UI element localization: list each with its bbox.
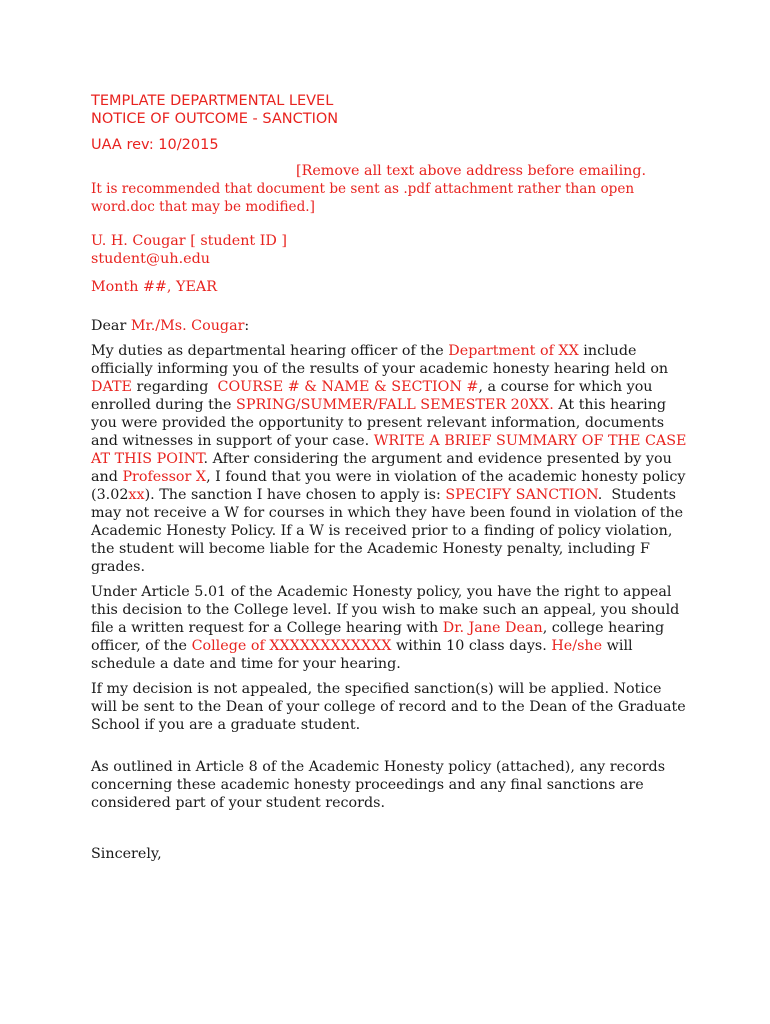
sanction-placeholder: SPECIFY SANCTION xyxy=(445,487,598,503)
text-run: ). The sanction I have chosen to apply is: xyxy=(144,487,446,503)
removal-note-line-1: [Remove all text above address before emailing. xyxy=(296,163,647,179)
text-run: . Students may not receive a W for courses in which they have been found in violation of the Academic Honesty Policy. If a W is received prior to a finding of policy violation, the student will become liable for the Academic Honesty penalty, including F grades. xyxy=(91,487,688,575)
paragraph-findings xyxy=(91,342,691,576)
removal-note xyxy=(91,162,691,216)
text-run: Under Article 5.01 of the Academic Honesty policy, you have the right to appeal this decision to the College level. If you wish to make such an appeal, you should file a written request for a College hearing with xyxy=(91,584,680,636)
paragraph-appeal xyxy=(91,583,691,673)
recipient-email: student@uh.edu xyxy=(91,251,210,267)
professor-placeholder: Professor X xyxy=(122,469,207,485)
text-run: . After considering the argument and evidence presented by you and xyxy=(91,451,672,485)
letter-page xyxy=(91,92,691,863)
pronoun-placeholder: He/she xyxy=(551,638,603,654)
course-placeholder: COURSE # & NAME & SECTION # xyxy=(217,379,479,395)
template-title-line-2: NOTICE OF OUTCOME - SANCTION xyxy=(91,111,339,127)
salutation-prefix: Dear xyxy=(91,318,131,334)
letter-date: Month ##, YEAR xyxy=(91,279,217,295)
text-run: My duties as departmental hearing officer of the xyxy=(91,343,449,359)
department-placeholder: Department of XX xyxy=(448,343,579,359)
recipient-name: U. H. Cougar [ student ID ] xyxy=(91,233,287,249)
text-run: will schedule a date and time for your hearing. xyxy=(91,638,633,672)
removal-note-line-2: It is recommended that document be sent as .pdf attachment rather than open xyxy=(91,181,635,197)
dean-placeholder: Dr. Jane Dean xyxy=(442,620,543,636)
salutation-name: Mr./Ms. Cougar xyxy=(130,318,245,334)
hearing-date-placeholder: DATE xyxy=(91,379,132,395)
college-placeholder: College of XXXXXXXXXXXX xyxy=(191,638,392,654)
paragraph-records: As outlined in Article 8 of the Academic Honesty policy (attached), any records concerning these academic honesty proceedings and any final sanctions are considered part of your student records. xyxy=(91,759,666,811)
template-title-line-1: TEMPLATE DEPARTMENTAL LEVEL xyxy=(91,93,334,109)
policy-number-placeholder: xx xyxy=(128,487,145,503)
template-title xyxy=(91,92,691,128)
text-run: At this hearing you were provided the opportunity to present relevant information, documents and witnesses in support of your case. xyxy=(91,397,667,449)
revision-line: UAA rev: 10/2015 xyxy=(91,137,219,153)
case-summary-placeholder: WRITE A BRIEF SUMMARY OF THE CASE AT THIS POINT xyxy=(91,433,687,467)
salutation xyxy=(91,317,691,335)
text-run: , a course for which you enrolled during the xyxy=(91,379,653,413)
salutation-suffix: : xyxy=(244,318,250,334)
text-run: , I found that you were in violation of the academic honesty policy (3.02 xyxy=(91,469,686,503)
semester-placeholder: SPRING/SUMMER/FALL SEMESTER 20XX. xyxy=(236,397,554,413)
closing: Sincerely, xyxy=(91,846,162,862)
text-run: , college hearing officer, of the xyxy=(91,620,665,654)
text-run: include officially informing you of the results of your academic honesty hearing held on xyxy=(91,343,669,377)
text-run: regarding xyxy=(131,379,218,395)
recipient-address xyxy=(91,232,691,268)
paragraph-notice: If my decision is not appealed, the specified sanction(s) will be applied. Notice will be sent to the Dean of your college of record and to the Dean of the Graduate School if you are a graduate student. xyxy=(91,681,686,733)
removal-note-line-3: word.doc that may be modified.] xyxy=(91,199,315,215)
text-run: within 10 class days. xyxy=(391,638,552,654)
